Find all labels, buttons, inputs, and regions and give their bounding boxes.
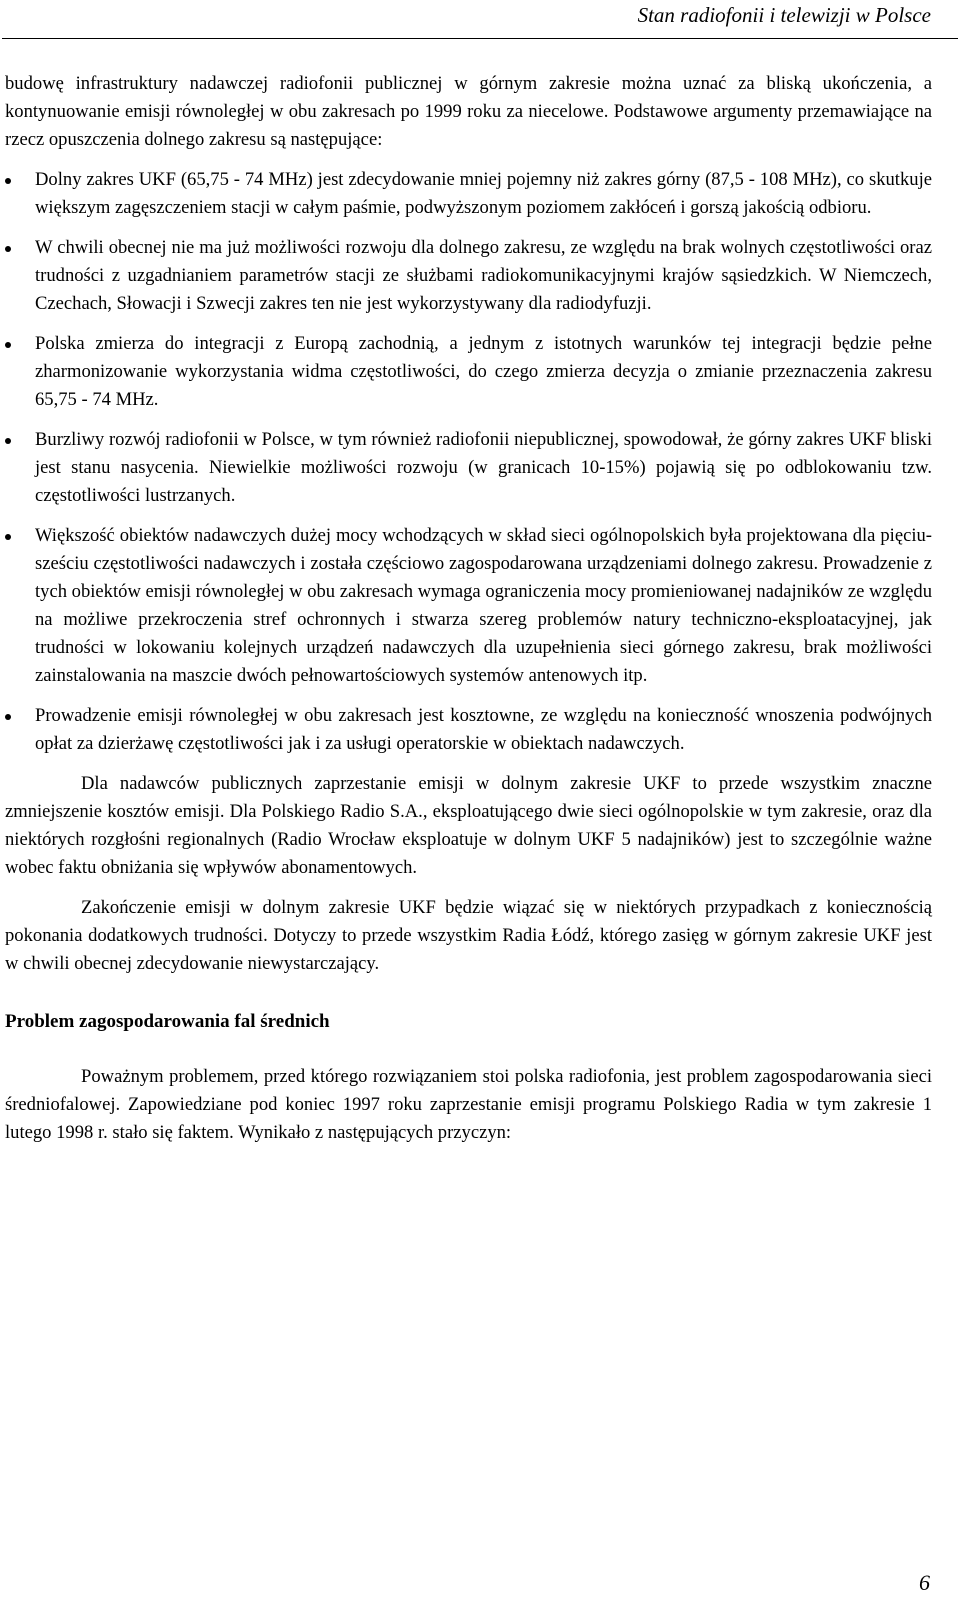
- list-item-text: W chwili obecnej nie ma już możliwości rozwoju dla dolnego zakresu, ze względu na brak wolnych częstotliwości oraz trudności z uzgadnianiem parametrów stacji ze służbami radiokomunikacyjnymi krajów sąsiedzkich. W Niemczech, Czechach, Słowacji i Szwecji zakres ten nie jest wykorzystywany dla radiodyfuzji.: [35, 237, 932, 314]
- argument-list: [5, 166, 932, 758]
- bullet-icon: [5, 178, 11, 184]
- bullet-icon: [5, 246, 11, 252]
- header-divider: [2, 38, 958, 39]
- list-item: [5, 234, 932, 318]
- paragraph-medium-wave: Poważnym problemem, przed którego rozwiązaniem stoi polska radiofonia, jest problem zagospodarowania sieci średniofalowej. Zapowiedziane pod koniec 1997 roku zaprzestanie emisji programu Polskiego Radia w tym zakresie 1 lutego 1998 r. stało się faktem. Wynikało z następujących przyczyn:: [5, 1066, 932, 1143]
- bullet-icon: [5, 438, 11, 444]
- list-item-text: Większość obiektów nadawczych dużej mocy wchodzących w skład sieci ogólnopolskich była projektowana dla pięciu-sześciu częstotliwości nadawczych i została częściowo zagospodarowana urządzeniami dolnego zakresu. Prowadzenie z tych obiektów emisji równoległej w obu zakresach wymaga ograniczenia mocy promieniowanej nadajników ze względu na możliwe przekroczenia stref ochronnych i stwarza szereg problemów natury techniczno-eksploatacyjnej, jak trudności w lokowaniu kolejnych urządzeń nadawczych dla uzupełnienia sieci górnego zakresu, brak możliwości zainstalowania na maszcie dwóch pełnowartościowych systemów antenowych itp.: [35, 525, 932, 686]
- paragraph-public-broadcasters: Dla nadawców publicznych zaprzestanie emisji w dolnym zakresie UKF to przede wszystkim znaczne zmniejszenie kosztów emisji. Dla Polskiego Radio S.A., eksploatującego dwie sieci ogólnopolskie w tym zakresie, oraz dla niektórych rozgłośni regionalnych (Radio Wrocław eksploatuje w dolnym UKF 5 nadajników) jest to szczególnie ważne wobec faktu obniżania się wpływów abonamentowych.: [5, 773, 932, 878]
- bullet-icon: [5, 342, 11, 348]
- intro-paragraph: budowę infrastruktury nadawczej radiofonii publicznej w górnym zakresie można uznać za bliską ukończenia, a kontynuowanie emisji równoległej w obu zakresach po 1999 roku za niecelowe. Podstawowe argumenty przemawiające na rzecz opuszczenia dolnego zakresu są następujące:: [5, 73, 932, 150]
- list-item: [5, 330, 932, 414]
- list-item: [5, 522, 932, 690]
- list-item-text: Dolny zakres UKF (65,75 - 74 MHz) jest zdecydowanie mniej pojemny niż zakres górny (87,5 - 108 MHz), co skutkuje większym zagęszczeniem stacji w całym paśmie, podwyższonym poziomem zakłóceń i gorszą jakością odbioru.: [35, 169, 932, 218]
- bullet-icon: [5, 714, 11, 720]
- list-item-text: Polska zmierza do integracji z Europą zachodnią, a jednym z istotnych warunków tej integracji będzie pełne zharmonizowanie wykorzystania widma częstotliwości, do czego zmierza decyzja o zmianie przeznaczenia zakresu 65,75 - 74 MHz.: [35, 333, 932, 410]
- bullet-icon: [5, 534, 11, 540]
- list-item: [5, 166, 932, 222]
- list-item-text: Prowadzenie emisji równoległej w obu zakresach jest kosztowne, ze względu na konieczność wnoszenia podwójnych opłat za dzierżawę częstotliwości jak i za usługi operatorskie w obiektach nadawczych.: [35, 705, 932, 754]
- list-item-text: Burzliwy rozwój radiofonii w Polsce, w tym również radiofonii niepublicznej, spowodował, że górny zakres UKF bliski jest stanu nasycenia. Niewielkie możliwości rozwoju (w granicach 10-15%) pojawią się po odblokowaniu tzw. częstotliwości lustrzanych.: [35, 429, 932, 506]
- document-body: [5, 70, 932, 1159]
- list-item: [5, 426, 932, 510]
- page-header: [0, 0, 960, 38]
- page-number: 6: [919, 1570, 930, 1595]
- running-title: Stan radiofonii i telewizji w Polsce: [637, 3, 931, 27]
- list-item: [5, 702, 932, 758]
- paragraph-difficulties: Zakończenie emisji w dolnym zakresie UKF będzie wiązać się w niektórych przypadkach z koniecznością pokonania dodatkowych trudności. Dotyczy to przede wszystkim Radia Łódź, którego zasięg w górnym zakresie UKF jest w chwili obecnej zdecydowanie niewystarczający.: [5, 897, 932, 974]
- section-heading: Problem zagospodarowania fal średnich: [5, 1011, 330, 1032]
